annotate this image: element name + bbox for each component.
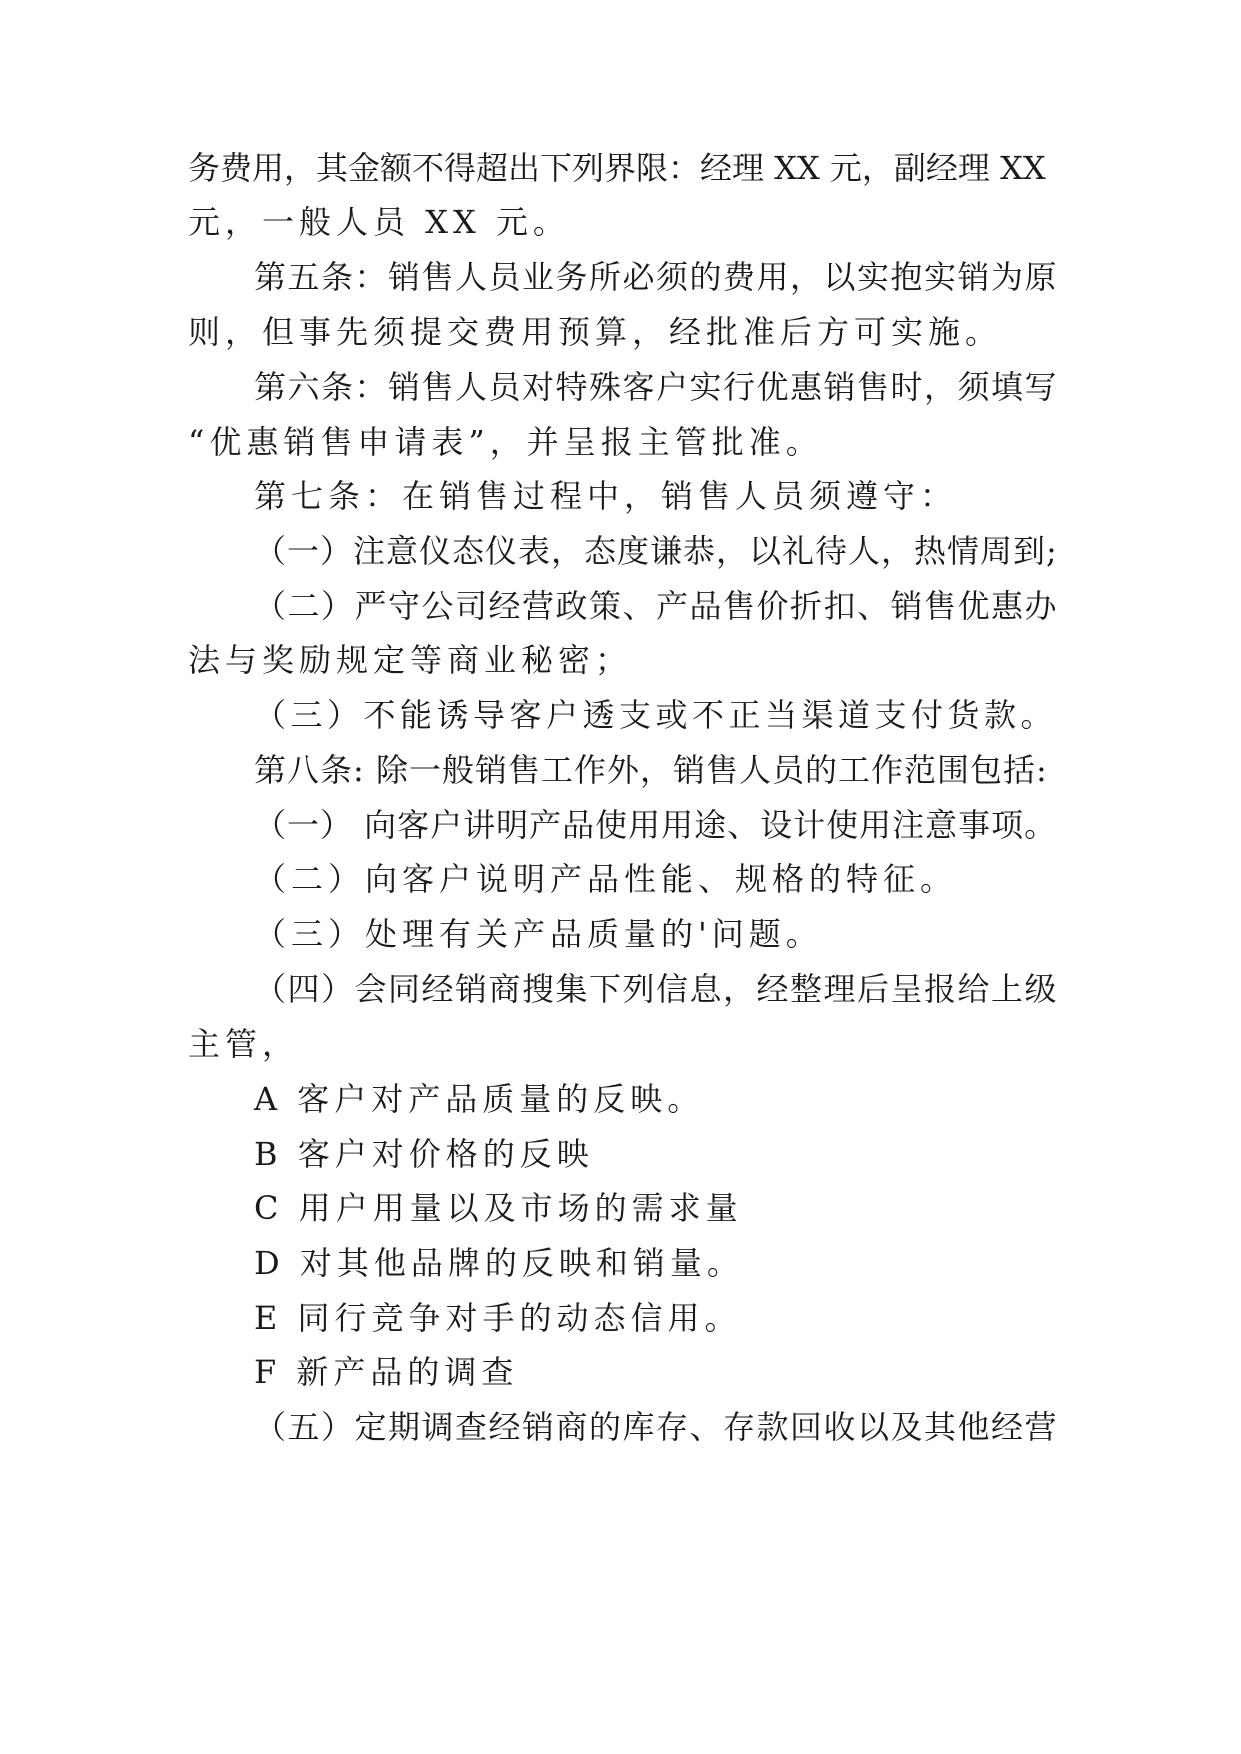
article-8-heading: 第八条: 除一般销售工作外，销售人员的工作范围包括: xyxy=(254,751,1048,789)
list-item-8-2: （二）向客户说明产品性能、规格的特征。 xyxy=(254,860,958,898)
article-6-heading: 第六条：销售人员对特殊客户实行优惠销售时，须填写 xyxy=(254,368,1059,406)
text-line-1: 务费用，其金额不得超出下列界限：经理 XX 元，副经理 XX xyxy=(188,149,1046,187)
sub-item-a: A 客户对产品质量的反映。 xyxy=(254,1080,705,1118)
list-item-8-3: （三）处理有关产品质量的'问题。 xyxy=(254,915,823,953)
sub-item-d: D 对其他品牌的反映和销量。 xyxy=(254,1244,744,1282)
article-7-heading: 第七条：在销售过程中，销售人员须遵守： xyxy=(254,477,958,515)
list-item-7-3: （三）不能诱导客户透支或不正当渠道支付货款。 xyxy=(254,696,1058,734)
list-item-8-4: （四）会同经销商搜集下列信息，经整理后呈报给上级 xyxy=(254,970,1059,1008)
sub-item-b: B 客户对价格的反映 xyxy=(254,1135,594,1173)
sub-item-e: E 同行竞争对手的动态信用。 xyxy=(254,1299,742,1337)
article-5-heading: 第五条：销售人员业务所必须的费用，以实抱实销为原 xyxy=(254,258,1059,296)
list-item-8-1: （一） 向客户讲明产品使用用途、设计使用注意事项。 xyxy=(254,806,1058,844)
text-line-4: 则，但事先须提交费用预算，经批准后方可实施。 xyxy=(188,313,1003,351)
sub-item-c: C 用户用量以及市场的需求量 xyxy=(254,1189,743,1227)
sub-item-f: F 新产品的调查 xyxy=(254,1353,519,1391)
text-line-10: 法与奖励规定等商业秘密； xyxy=(188,641,633,679)
text-line-2: 元，一般人员 XX 元。 xyxy=(188,203,570,241)
list-item-7-1: （一）注意仪态仪表，态度谦恭，以礼待人，热情周到; xyxy=(254,532,1058,570)
list-item-7-2: （二）严守公司经营政策、产品售价折扣、销售优惠办 xyxy=(254,587,1059,625)
list-item-8-5: （五）定期调查经销商的库存、存款回收以及其他经营 xyxy=(254,1408,1059,1446)
text-line-17: 主管， xyxy=(188,1025,300,1063)
text-line-6: “优惠销售申请表”，并呈报主管批准。 xyxy=(188,423,823,461)
